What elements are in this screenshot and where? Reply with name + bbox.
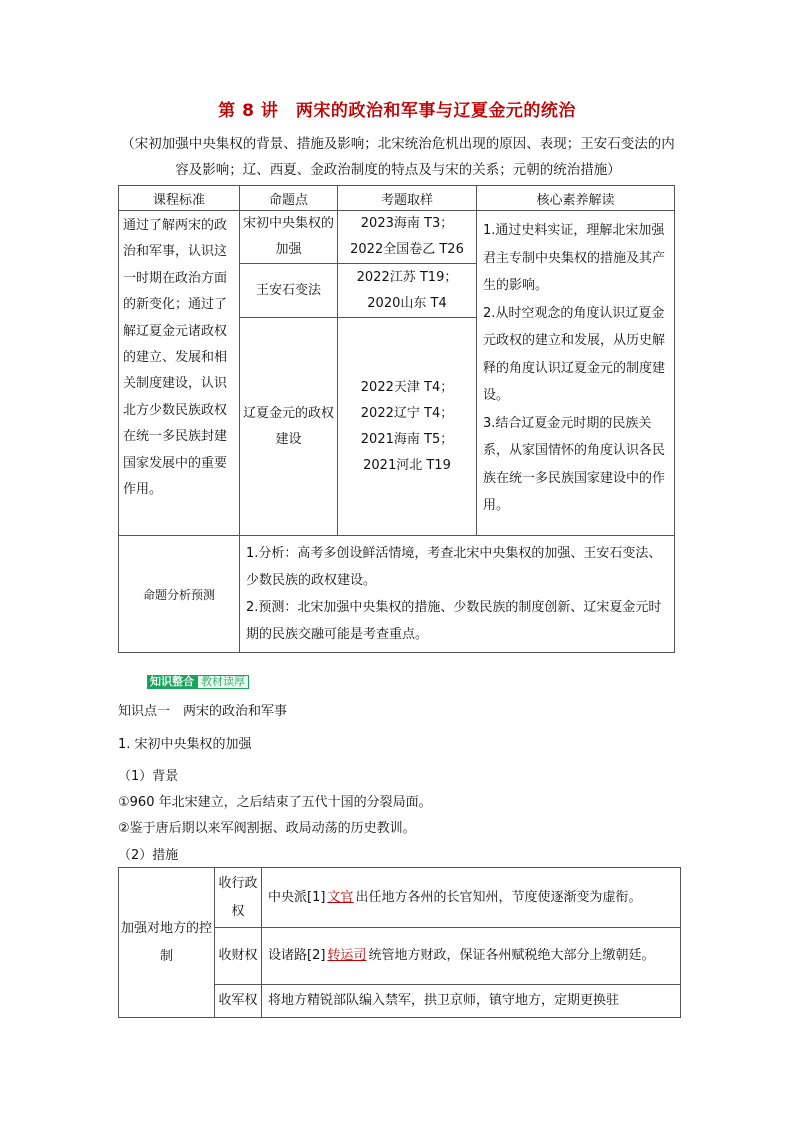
- measure-2-pre: 设诸路[2]: [268, 948, 326, 963]
- core-literacy: [477, 211, 675, 536]
- overview-header-row: [119, 186, 675, 211]
- background-heading: （1）背景: [118, 769, 179, 784]
- measure-label-2: 收财权: [215, 928, 262, 985]
- background-item-2: ②鉴于唐后期以来军阀割据、政局动荡的历史教训。: [118, 821, 416, 836]
- sample-2: [338, 264, 477, 318]
- page-title: 第 8 讲 两宋的政治和军事与辽夏金元的统治: [218, 101, 576, 121]
- measure-1-post: 出任地方各州的长官知州，节度使逐渐变为虚衔。: [355, 889, 642, 905]
- measures-category: 加强对地方的控制: [119, 868, 215, 1018]
- prediction-2: 2.预测：北宋加强中央集权的措施、少数民族的制度创新、辽宋夏金元时期的民族交融可能是考查重点。: [246, 600, 662, 642]
- literacy-1: 1.通过史料实证，理解北宋加强君主专制中央集权的措施及其产生的影响。: [483, 223, 666, 293]
- measures-table: [118, 867, 681, 1018]
- measure-2-answer: 转运司: [327, 948, 367, 963]
- header-sample: 考题取样: [338, 186, 477, 211]
- literacy-2: 2.从时空观念的角度认识辽夏金元政权的建立和发展，从历史解释的角度认识辽夏金元的制度建设。: [483, 305, 666, 403]
- measure-1-pre: 中央派[1]: [268, 889, 326, 905]
- measure-label-1: 收行政权: [215, 868, 262, 928]
- sample-3-line-4: 2021河北 T19: [363, 457, 451, 473]
- header-standard: 课程标准: [119, 186, 240, 211]
- sample-1-line-2: 2022全国卷乙 T26: [350, 242, 464, 257]
- point-3: 辽夏金元的政权建设: [240, 318, 338, 536]
- sample-3-line-1: 2022天津 T4；: [360, 379, 454, 395]
- header-literacy: 核心素养解读: [477, 186, 675, 211]
- measure-text-2: [262, 928, 681, 985]
- sample-1-line-1: 2023海南 T3；: [360, 216, 454, 231]
- measure-text-3: [262, 985, 681, 1018]
- sample-2-line-2: 2020山东 T4: [367, 295, 447, 311]
- page-subtitle: （宋初加强中央集权的背景、措施及影响；北宋统治危机出现的原因、表现；王安石变法的内容及影响；辽、西夏、金政治制度的特点及与宋的关系；元朝的统治措施）: [121, 136, 675, 178]
- section-heading: 1. 宋初中央集权的加强: [118, 737, 252, 752]
- measure-label-3: 收军权: [215, 985, 262, 1018]
- badge-textbook: 教材读厚: [197, 675, 249, 689]
- point-2: 王安石变法: [240, 264, 338, 318]
- prediction: [240, 536, 675, 653]
- sample-2-line-1: 2022江苏 T19；: [356, 269, 458, 285]
- prediction-1: 1.分析：高考多创设鲜活情境，考查北宋中央集权的加强、王安石变法、少数民族的政权建设。: [246, 546, 662, 588]
- measure-2-post: 统管地方财政，保证各州赋税绝大部分上缴朝廷。: [368, 948, 655, 963]
- sample-3: [338, 318, 477, 536]
- prediction-label: 命题分析预测: [119, 536, 240, 653]
- badge-knowledge: 知识整合: [147, 675, 197, 689]
- section-badge: [147, 675, 249, 689]
- overview-table: [118, 185, 675, 653]
- knowledge-point-heading: 知识点一 两宋的政治和军事: [118, 704, 288, 719]
- point-1: 宋初中央集权的加强: [240, 211, 338, 264]
- background-item-1: ①960 年北宋建立，之后结束了五代十国的分裂局面。: [118, 795, 432, 810]
- sample-3-line-2: 2022辽宁 T4；: [360, 405, 454, 421]
- measure-text-1: [262, 868, 681, 928]
- sample-3-line-3: 2021海南 T5；: [360, 431, 454, 447]
- header-point: 命题点: [240, 186, 338, 211]
- measure-1-answer: 文官: [327, 889, 354, 905]
- course-standard: 通过了解两宋的政治和军事，认识这一时期在政治方面的新变化；通过了解辽夏金元诸政权的建立、发展和相关制度建设，认识北方少数民族政权在统一多民族封建国家发展中的重要作用。: [119, 211, 240, 536]
- literacy-3: 3.结合辽夏金元时期的民族关系，从家国情怀的角度认识各民族在统一多民族国家建设中的作用。: [483, 415, 666, 513]
- measure-3-text: 将地方精锐部队编入禁军，拱卫京师，镇守地方，定期更换驻: [268, 993, 620, 1008]
- measures-heading: （2）措施: [118, 848, 179, 863]
- sample-1: [338, 211, 477, 264]
